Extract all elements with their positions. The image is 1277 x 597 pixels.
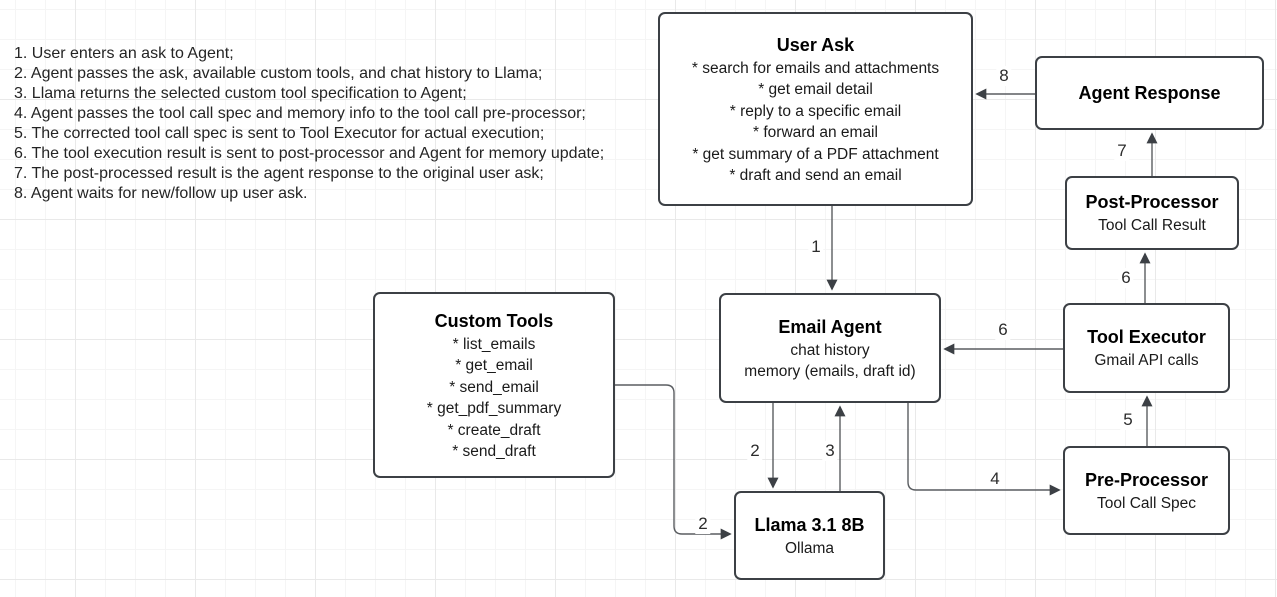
step-8: 8. Agent waits for new/follow up user ask. xyxy=(14,185,308,202)
custom-tools-item: * create_draft xyxy=(447,421,541,439)
step-2: 2. Agent passes the ask, available custom tools, and chat history to Llama; xyxy=(14,65,543,82)
edge-label-2-horizontal: 2 xyxy=(695,514,710,534)
custom-tools-item: * list_emails xyxy=(452,335,536,353)
email-agent-title: Email Agent xyxy=(778,316,882,337)
custom-tools-title: Custom Tools xyxy=(434,310,554,331)
tool-executor-subtitle: Gmail API calls xyxy=(1094,352,1199,370)
user-ask-item: * get email detail xyxy=(758,81,873,98)
edge-email-agent-to-pre-processor[interactable] xyxy=(908,403,1059,490)
llama-subtitle: Ollama xyxy=(784,539,835,557)
user-ask-item: * forward an email xyxy=(753,124,878,141)
email-agent-node[interactable] xyxy=(719,293,941,403)
flow-steps-text[interactable] xyxy=(14,44,604,204)
edge-label-6-horizontal: 6 xyxy=(995,320,1010,340)
user-ask-title: User Ask xyxy=(776,34,855,55)
edge-label-5: 5 xyxy=(1120,410,1135,430)
post-processor-title: Post-Processor xyxy=(1085,192,1219,213)
step-6: 6. The tool execution result is sent to post-processor and Agent for memory update; xyxy=(14,145,605,162)
pre-processor-subtitle: Tool Call Spec xyxy=(1096,494,1197,512)
email-agent-line: chat history xyxy=(790,341,870,359)
edge-label-6-upper: 6 xyxy=(1118,268,1133,288)
tool-executor-node[interactable] xyxy=(1063,303,1230,393)
agent-response-node[interactable] xyxy=(1035,56,1264,130)
pre-processor-node[interactable] xyxy=(1063,446,1230,535)
pre-processor-title: Pre-Processor xyxy=(1084,469,1209,490)
edge-label-2-vertical: 2 xyxy=(747,441,762,461)
edge-label-3: 3 xyxy=(822,441,837,461)
step-4: 4. Agent passes the tool call spec and memory info to the tool call pre-processor; xyxy=(14,105,586,122)
tool-executor-title: Tool Executor xyxy=(1087,327,1206,348)
llama-title: Llama 3.1 8B xyxy=(754,514,865,535)
step-1: 1. User enters an ask to Agent; xyxy=(14,45,234,62)
post-processor-node[interactable] xyxy=(1065,176,1239,250)
edge-label-4: 4 xyxy=(987,469,1002,489)
edge-label-1: 1 xyxy=(808,237,823,257)
custom-tools-item: * get_email xyxy=(455,357,533,374)
user-ask-node[interactable] xyxy=(658,12,973,206)
user-ask-item: * reply to a specific email xyxy=(729,102,902,120)
edge-custom-tools-to-llama[interactable] xyxy=(615,385,730,534)
user-ask-item: * draft and send an email xyxy=(729,167,902,184)
step-5: 5. The corrected tool call spec is sent to Tool Executor for actual execution; xyxy=(14,125,545,142)
custom-tools-node[interactable] xyxy=(373,292,615,478)
step-3: 3. Llama returns the selected custom tool specification to Agent; xyxy=(14,85,467,102)
user-ask-item: * get summary of a PDF attachment xyxy=(692,145,939,163)
custom-tools-item: * get_pdf_summary xyxy=(426,400,562,417)
agent-response-title: Agent Response xyxy=(1078,83,1221,103)
post-processor-subtitle: Tool Call Result xyxy=(1098,217,1206,235)
step-7: 7. The post-processed result is the agent response to the original user ask; xyxy=(14,165,544,182)
llama-node[interactable] xyxy=(734,491,885,580)
edge-label-7: 7 xyxy=(1114,141,1129,161)
user-ask-item: * search for emails and attachments xyxy=(691,59,940,77)
custom-tools-item: * send_email xyxy=(449,378,539,396)
custom-tools-item: * send_draft xyxy=(452,443,536,460)
email-agent-line: memory (emails, draft id) xyxy=(744,363,916,380)
edge-label-8: 8 xyxy=(996,66,1011,86)
